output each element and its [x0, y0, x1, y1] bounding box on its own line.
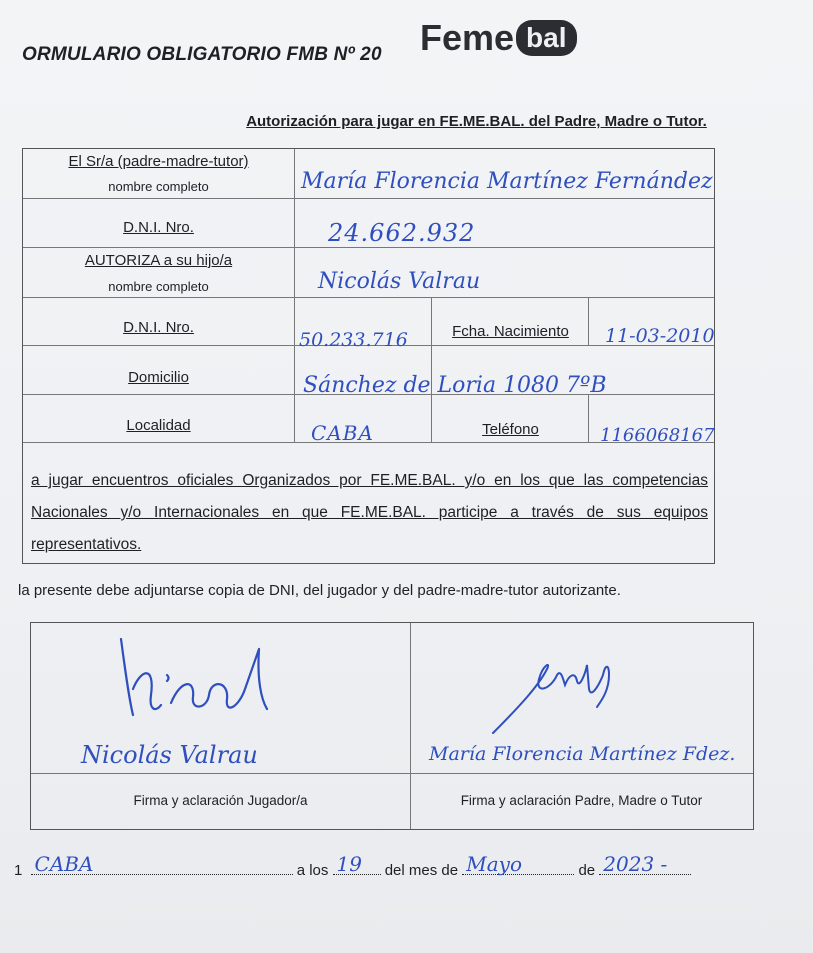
place-field — [31, 852, 293, 876]
month-value: Mayo — [466, 852, 523, 876]
year-field — [599, 852, 691, 876]
logo-text-right: bal — [516, 20, 576, 56]
child-dni-label: D.N.I. Nro. — [123, 319, 194, 336]
year-value: 2023 - — [603, 852, 668, 876]
address-label: Domicilio — [128, 369, 189, 386]
phone-label: Teléfono — [482, 421, 539, 438]
attachment-note: la presente debe adjuntarse copia de DNI, del jugador y del padre-madre-tutor autorizante. — [18, 582, 621, 599]
month-field — [462, 852, 574, 876]
player-clarification: Nicolás Valrau — [81, 741, 258, 769]
logo-text-left: Feme — [420, 17, 515, 58]
city-value: CABA — [311, 421, 374, 445]
a-los-label: a los — [296, 862, 329, 879]
birth-date-label: Fcha. Nacimiento — [452, 323, 569, 340]
child-dni-value: 50.233.716 — [299, 329, 408, 351]
authorization-table — [22, 148, 715, 564]
player-signature — [111, 629, 281, 721]
parent-name-value: María Florencia Martínez Fernández — [301, 169, 713, 194]
parent-sublabel: nombre completo — [108, 179, 209, 194]
day-value: 19 — [336, 852, 362, 876]
city-label: Localidad — [126, 417, 191, 434]
parent-dni-value: 24.662.932 — [328, 219, 476, 247]
form-heading — [0, 113, 813, 130]
parent-signature — [481, 645, 641, 737]
birth-date-value: 11-03-2010 — [605, 325, 715, 347]
parent-clarification: María Florencia Martínez Fdez. — [429, 743, 736, 765]
parent-label: El Sr/a (padre-madre-tutor) — [68, 153, 249, 170]
child-sublabel: nombre completo — [108, 279, 209, 294]
parent-dni-label: D.N.I. Nro. — [123, 219, 194, 236]
year-label: de — [578, 862, 596, 879]
form-title: ORMULARIO OBLIGATORIO FMB Nº 20 — [22, 44, 382, 65]
phone-value: 1166068167 — [600, 425, 715, 446]
authorization-paragraph: a jugar encuentros oficiales Organizados por FE.ME.BAL. y/o en los que las competencias Nacionales y/o Internacionales en que FE.ME.BAL. participe a través de sus equipos representativos. — [31, 472, 708, 553]
month-label: del mes de — [384, 862, 459, 879]
address-value: Sánchez de Loria 1080 7ºB — [303, 373, 607, 398]
heading-text: Autorización para jugar en FE.ME.BAL. del Padre, Madre o Tutor. — [246, 113, 707, 130]
player-signature-caption: Firma y aclaración Jugador/a — [133, 793, 308, 808]
place-value: CABA — [34, 852, 94, 876]
femebal-logo — [420, 10, 577, 66]
place-date-line: 1 CABA a los 19 del mes de Mayo de 2023 - — [14, 860, 691, 879]
signature-table — [30, 622, 754, 830]
child-name-value: Nicolás Valrau — [318, 269, 481, 294]
child-label: AUTORIZA a su hijo/a — [84, 252, 233, 269]
parent-signature-caption: Firma y aclaración Padre, Madre o Tutor — [460, 793, 703, 808]
day-field — [333, 852, 381, 876]
